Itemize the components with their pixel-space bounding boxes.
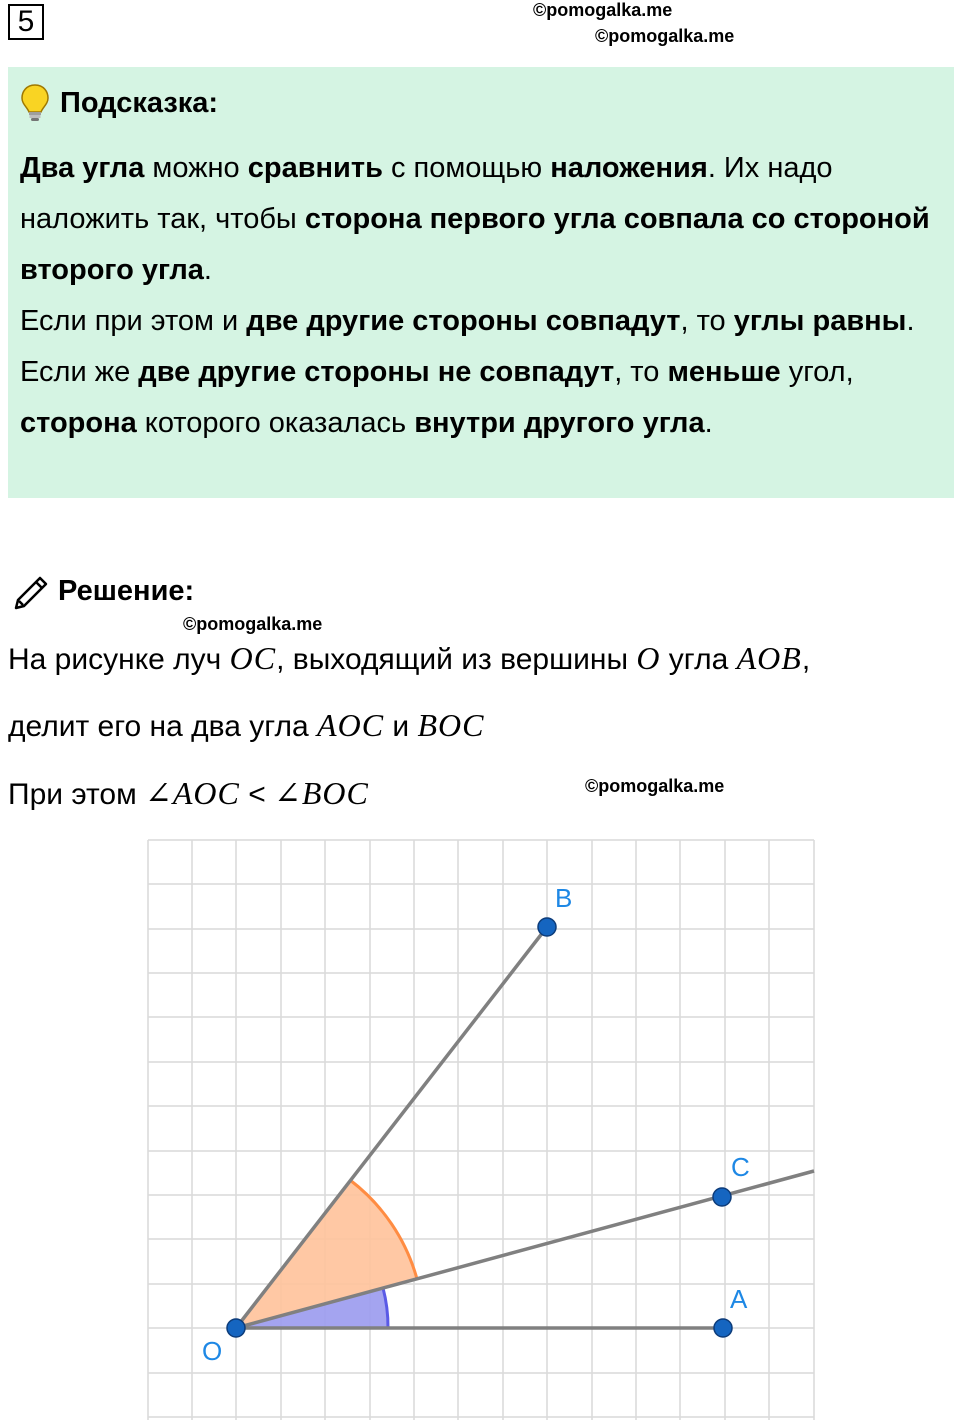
label-b: B (555, 883, 573, 913)
watermark: ©pomogalka.me (533, 0, 673, 20)
angle-figure (0, 830, 960, 1428)
hint-paragraph-2: Если при этом и две другие стороны совпадут, то углы равны. Если же две другие стороны не совпадут, то меньше угол, сторона которого оказалась внутри другого угла. (20, 305, 915, 439)
point-b (538, 918, 556, 936)
solution-line-1: На рисунке луч OC, выходящий из вершины O угла AOB, (8, 640, 811, 676)
point-a (714, 1319, 732, 1337)
label-o: O (202, 1336, 223, 1366)
point-c (713, 1188, 731, 1206)
grid (148, 840, 814, 1420)
solution-title: Решение: (58, 574, 195, 607)
watermark: ©pomogalka.me (585, 776, 725, 796)
watermark: ©pomogalka.me (595, 26, 735, 46)
pencil-icon (10, 570, 52, 612)
lightbulb-icon (20, 83, 50, 123)
label-c: C (731, 1152, 750, 1182)
solution-line-3: При этом ∠AOC < ∠BOC (8, 775, 369, 811)
hint-paragraph-1: Два угла можно сравнить с помощью наложения. Их надо наложить так, чтобы сторона первого угла совпала со стороной второго угла. (20, 152, 930, 286)
hint-panel (8, 67, 954, 498)
watermark: ©pomogalka.me (183, 614, 323, 634)
solution-line-2: делит его на два угла AOC и BOC (8, 707, 485, 743)
solution-header (10, 570, 194, 612)
task-number: 5 (8, 4, 44, 40)
hint-title: Подсказка: (60, 86, 219, 119)
label-a: A (730, 1284, 748, 1314)
point-o (227, 1319, 245, 1337)
hint-header (20, 75, 942, 131)
